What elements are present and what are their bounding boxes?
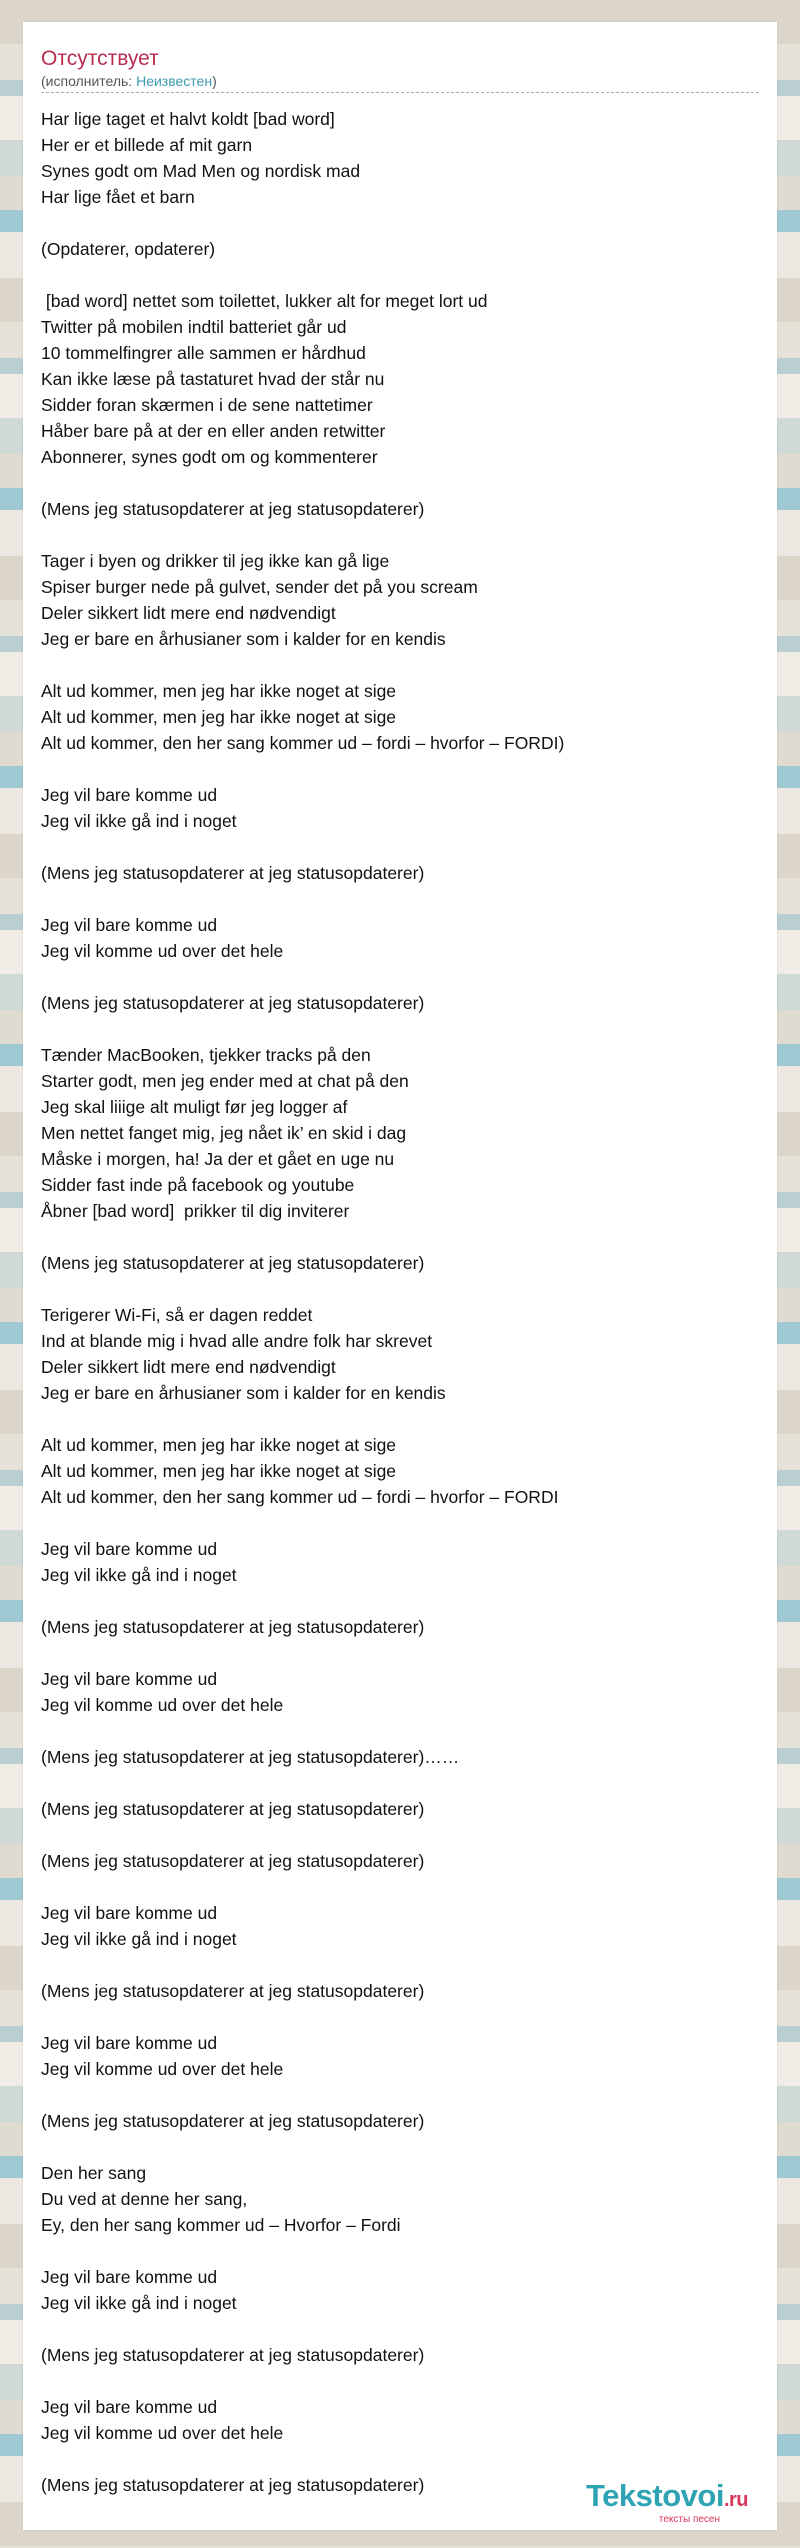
lyric-line: Kan ikke læse på tastaturet hvad der står nu [41,369,385,389]
lyric-line: Alt ud kommer, den her sang kommer ud – fordi – hvorfor – FORDI [41,1487,559,1507]
lyric-line: Tænder MacBooken, tjekker tracks på den [41,1045,371,1065]
lyric-line: (Mens jeg statusopdaterer at jeg statusopdaterer) [41,1799,425,1819]
lyric-line: (Mens jeg statusopdaterer at jeg statusopdaterer) [41,2111,425,2131]
lyric-line: Jeg vil bare komme ud [41,1539,218,1559]
lyric-line: Ey, den her sang kommer ud – Hvorfor – Fordi [41,2215,401,2235]
lyric-line: (Mens jeg statusopdaterer at jeg statusopdaterer) [41,1981,425,2001]
lyric-line: Sidder foran skærmen i de sene nattetimer [41,395,373,415]
lyric-line: Jeg vil ikke gå ind i noget [41,2293,237,2313]
lyric-line [41,1016,759,1042]
lyric-line: Måske i morgen, ha! Ja der et gået en uge nu [41,1149,395,1169]
lyric-line [41,522,759,548]
lyric-line: Deler sikkert lidt mere end nødvendigt [41,603,336,623]
lyric-line [41,2446,759,2472]
logo-name: Tekstovoi [586,2478,724,2513]
lyric-line: Synes godt om Mad Men og nordisk mad [41,161,361,181]
lyric-line: Terigerer Wi-Fi, så er dagen reddet [41,1305,313,1325]
lyric-line: Alt ud kommer, men jeg har ikke noget at sige [41,1435,397,1455]
lyric-line: (Mens jeg statusopdaterer at jeg statusopdaterer) [41,1253,425,1273]
song-title: Отсутствует [41,47,159,70]
lyric-line [41,652,759,678]
lyric-line [41,470,759,496]
lyric-line [41,1640,759,1666]
lyric-line: Har lige fået et barn [41,187,195,207]
lyric-line: Alt ud kommer, den her sang kommer ud – fordi – hvorfor – FORDI) [41,733,565,753]
song-header [41,46,759,90]
lyric-line: (Mens jeg statusopdaterer at jeg statusopdaterer) [41,1851,425,1871]
lyric-line: Starter godt, men jeg ender med at chat på den [41,1071,409,1091]
artist-suffix: ) [212,73,217,89]
lyric-line [41,1406,759,1432]
lyric-line: Jeg vil komme ud over det hele [41,941,284,961]
lyric-line: 10 tommelfingrer alle sammen er hårdhud [41,343,366,363]
lyric-line: Jeg vil komme ud over det hele [41,1695,284,1715]
lyric-line: Her er et billede af mit garn [41,135,253,155]
lyric-line [41,2082,759,2108]
lyric-line [41,2238,759,2264]
lyric-line [41,2316,759,2342]
header-divider [41,92,759,93]
lyric-line [41,210,759,236]
lyric-line: Alt ud kommer, men jeg har ikke noget at sige [41,681,397,701]
lyric-line: Håber bare på at der en eller anden retwitter [41,421,386,441]
lyric-line: Jeg skal liiige alt muligt før jeg logger af [41,1097,348,1117]
lyric-line: Jeg vil bare komme ud [41,915,218,935]
lyric-line: (Mens jeg statusopdaterer at jeg statusopdaterer)…… [41,1747,460,1767]
lyric-line: Jeg vil bare komme ud [41,1669,218,1689]
lyric-line [41,756,759,782]
lyric-line: Den her sang [41,2163,147,2183]
lyric-line: (Mens jeg statusopdaterer at jeg statusopdaterer) [41,499,425,519]
lyric-line [41,1718,759,1744]
lyric-line [41,1770,759,1796]
artist-prefix: (исполнитель: [41,73,137,89]
logo-tld: .ru [723,2489,748,2511]
lyric-line [41,1874,759,1900]
lyric-line: Åbner [bad word] prikker til dig inviterer [41,1201,350,1221]
lyric-line: Men nettet fanget mig, jeg nået ik’ en skid i dag [41,1123,407,1143]
lyric-line: Jeg vil ikke gå ind i noget [41,811,237,831]
lyric-line [41,1510,759,1536]
lyric-line: [bad word] nettet som toilettet, lukker alt for meget lort ud [41,291,488,311]
lyric-line [41,1588,759,1614]
lyric-line [41,1952,759,1978]
lyric-line: Jeg vil komme ud over det hele [41,2423,284,2443]
lyric-line: Ind at blande mig i hvad alle andre folk har skrevet [41,1331,433,1351]
lyric-line: Jeg vil ikke gå ind i noget [41,1565,237,1585]
lyric-line: Jeg er bare en århusianer som i kalder for en kendis [41,629,446,649]
lyric-line: Jeg vil bare komme ud [41,2267,218,2287]
lyric-line: Jeg er bare en århusianer som i kalder for en kendis [41,1383,446,1403]
lyric-line: Har lige taget et halvt koldt [bad word] [41,109,335,129]
lyric-line [41,2368,759,2394]
lyric-line: Jeg vil ikke gå ind i noget [41,1929,237,1949]
lyric-line: Spiser burger nede på gulvet, sender det på you scream [41,577,478,597]
lyric-line [41,262,759,288]
artist-link[interactable]: Неизвестен [136,73,213,89]
lyric-line: (Mens jeg statusopdaterer at jeg statusopdaterer) [41,863,425,883]
lyric-line: (Mens jeg statusopdaterer at jeg statusopdaterer) [41,2475,425,2495]
lyric-line: (Mens jeg statusopdaterer at jeg statusopdaterer) [41,1617,425,1637]
lyrics-text [41,106,759,2498]
lyric-line [41,1224,759,1250]
lyric-line: Jeg vil komme ud over det hele [41,2059,284,2079]
lyric-line: Alt ud kommer, men jeg har ikke noget at sige [41,1461,397,1481]
lyric-line [41,1822,759,1848]
lyric-line: Jeg vil bare komme ud [41,785,218,805]
artist-line [41,72,759,90]
site-logo[interactable] [586,2480,748,2526]
lyric-line: Twitter på mobilen indtil batteriet går ud [41,317,347,337]
lyric-line: Jeg vil bare komme ud [41,2397,218,2417]
logo-wordmark [586,2480,748,2516]
lyric-line: (Opdaterer, opdaterer) [41,239,216,259]
lyric-line [41,834,759,860]
logo-tagline: тексты песен [658,2514,720,2525]
lyric-line: Jeg vil bare komme ud [41,1903,218,1923]
lyric-line [41,886,759,912]
lyric-line: Abonnerer, synes godt om og kommenterer [41,447,378,467]
lyric-line: Tager i byen og drikker til jeg ikke kan gå lige [41,551,390,571]
lyric-line [41,1276,759,1302]
lyric-line [41,2004,759,2030]
lyric-line: Sidder fast inde på facebook og youtube [41,1175,355,1195]
lyric-line: Alt ud kommer, men jeg har ikke noget at sige [41,707,397,727]
lyrics-card [23,22,777,2530]
lyric-line [41,964,759,990]
lyric-line [41,2134,759,2160]
lyric-line: (Mens jeg statusopdaterer at jeg statusopdaterer) [41,2345,425,2365]
lyric-line: (Mens jeg statusopdaterer at jeg statusopdaterer) [41,993,425,1013]
lyric-line: Du ved at denne her sang, [41,2189,248,2209]
lyric-line: Deler sikkert lidt mere end nødvendigt [41,1357,336,1377]
lyric-line: Jeg vil bare komme ud [41,2033,218,2053]
